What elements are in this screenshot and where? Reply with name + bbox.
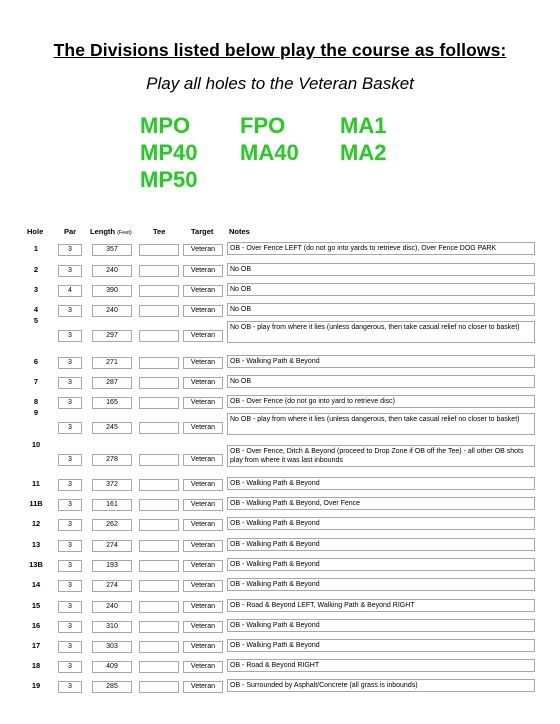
header-tee: Tee xyxy=(153,227,166,236)
tee-field[interactable] xyxy=(139,285,179,297)
par-field[interactable]: 3 xyxy=(58,519,82,531)
target-field[interactable]: Veteran xyxy=(183,265,223,277)
table-header xyxy=(20,224,540,240)
target-field[interactable]: Veteran xyxy=(183,621,223,633)
notes-field[interactable]: OB - Walking Path & Beyond xyxy=(227,517,535,530)
target-field[interactable]: Veteran xyxy=(183,641,223,653)
division-code: MA1 xyxy=(340,113,387,138)
length-field[interactable]: 193 xyxy=(92,560,132,572)
length-field[interactable]: 310 xyxy=(92,621,132,633)
tee-field[interactable] xyxy=(139,540,179,552)
header-length-label: Length xyxy=(90,227,115,236)
table-row xyxy=(20,440,540,470)
header-par: Par xyxy=(64,227,77,236)
header-notes: Notes xyxy=(229,227,250,236)
length-field[interactable]: 287 xyxy=(92,377,132,389)
tee-field[interactable] xyxy=(139,265,179,277)
header-target: Target xyxy=(191,227,214,236)
hole-number: 2 xyxy=(33,265,39,274)
notes-field[interactable]: OB - Road & Beyond LEFT, Walking Path & Beyond RIGHT xyxy=(227,599,535,612)
target-field[interactable]: Veteran xyxy=(183,560,223,572)
par-field[interactable]: 3 xyxy=(58,661,82,673)
table-row xyxy=(20,376,540,390)
notes-field[interactable]: OB - Over Fence LEFT (do not go into yards to retrieve disc), Over Fence DOG PARK xyxy=(227,242,535,255)
table-row xyxy=(20,660,540,674)
par-field[interactable]: 3 xyxy=(58,265,82,277)
notes-field[interactable]: OB - Walking Path & Beyond xyxy=(227,558,535,571)
tee-field[interactable] xyxy=(139,641,179,653)
target-field[interactable]: Veteran xyxy=(183,601,223,613)
notes-field[interactable]: OB - Walking Path & Beyond xyxy=(227,355,535,368)
tee-field[interactable] xyxy=(139,681,179,693)
length-field[interactable]: 274 xyxy=(92,580,132,592)
target-field[interactable]: Veteran xyxy=(183,244,223,256)
table-row xyxy=(20,640,540,654)
division-code: MA2 xyxy=(340,140,387,165)
table-row xyxy=(20,539,540,553)
notes-field[interactable]: No OB - play from where it lies (unless dangerous, then take casual relief no closer to basket) xyxy=(227,413,535,435)
header-hole: Hole xyxy=(27,227,44,236)
length-field[interactable]: 262 xyxy=(92,519,132,531)
table-row xyxy=(20,559,540,573)
target-field[interactable]: Veteran xyxy=(183,305,223,317)
tee-field[interactable] xyxy=(139,244,179,256)
hole-number: 5 xyxy=(33,316,39,325)
notes-field[interactable]: No OB - play from where it lies (unless dangerous, then take casual relief no closer to basket) xyxy=(227,321,535,343)
par-field[interactable]: 3 xyxy=(58,601,82,613)
notes-field[interactable]: No OB xyxy=(227,303,535,316)
length-field[interactable]: 372 xyxy=(92,479,132,491)
hole-number: 13B xyxy=(29,560,43,569)
tee-field[interactable] xyxy=(139,601,179,613)
notes-field[interactable]: OB - Road & Beyond RIGHT xyxy=(227,659,535,672)
table-row xyxy=(20,316,540,346)
length-field[interactable]: 161 xyxy=(92,499,132,511)
tee-field[interactable] xyxy=(139,397,179,409)
tee-field[interactable] xyxy=(139,560,179,572)
notes-field[interactable]: OB - Surrounded by Asphalt/Concrete (all grass is inbounds) xyxy=(227,679,535,692)
hole-number: 8 xyxy=(33,397,39,406)
page-headline: The Divisions listed below play the course as follows: xyxy=(53,40,507,60)
notes-field[interactable]: OB - Walking Path & Beyond xyxy=(227,538,535,551)
table-row xyxy=(20,304,540,318)
target-field[interactable]: Veteran xyxy=(183,454,223,466)
par-field[interactable]: 4 xyxy=(58,285,82,297)
table-row xyxy=(20,396,540,410)
tee-field[interactable] xyxy=(139,305,179,317)
target-field[interactable]: Veteran xyxy=(183,357,223,369)
header-length-unit: (Feet) xyxy=(117,230,132,236)
par-field[interactable]: 3 xyxy=(58,540,82,552)
par-field[interactable]: 3 xyxy=(58,244,82,256)
hole-number: 4 xyxy=(33,305,39,314)
length-field[interactable]: 240 xyxy=(92,305,132,317)
division-code: MP50 xyxy=(140,167,198,192)
page-subhead: Play all holes to the Veteran Basket xyxy=(146,74,414,93)
tee-field[interactable] xyxy=(139,580,179,592)
hole-number: 10 xyxy=(31,440,41,449)
notes-field[interactable]: OB - Over Fence (do not go into yard to retrieve disc) xyxy=(227,395,535,408)
length-field[interactable]: 297 xyxy=(92,330,132,342)
length-field[interactable]: 278 xyxy=(92,454,132,466)
par-field[interactable]: 3 xyxy=(58,305,82,317)
par-field[interactable]: 3 xyxy=(58,641,82,653)
notes-field[interactable]: OB - Walking Path & Beyond xyxy=(227,477,535,490)
length-field[interactable]: 274 xyxy=(92,540,132,552)
hole-number: 19 xyxy=(31,681,41,690)
tee-field[interactable] xyxy=(139,661,179,673)
par-field[interactable]: 3 xyxy=(58,422,82,434)
target-field[interactable]: Veteran xyxy=(183,479,223,491)
hole-number: 6 xyxy=(33,357,39,366)
tee-field[interactable] xyxy=(139,377,179,389)
tee-field[interactable] xyxy=(139,479,179,491)
hole-number: 16 xyxy=(31,621,41,630)
hole-number: 13 xyxy=(31,540,41,549)
division-list xyxy=(140,112,440,193)
notes-field[interactable]: OB - Walking Path & Beyond xyxy=(227,619,535,632)
notes-field[interactable]: OB - Walking Path & Beyond xyxy=(227,639,535,652)
par-field[interactable]: 3 xyxy=(58,681,82,693)
table-row xyxy=(20,680,540,694)
header-length xyxy=(90,227,132,236)
tee-field[interactable] xyxy=(139,621,179,633)
division-code: MPO xyxy=(140,113,191,138)
hole-number: 11 xyxy=(32,479,40,488)
par-field[interactable]: 3 xyxy=(58,454,82,466)
table-row xyxy=(20,478,540,492)
hole-number: 3 xyxy=(33,285,39,294)
target-field[interactable]: Veteran xyxy=(183,580,223,592)
length-field[interactable]: 409 xyxy=(92,661,132,673)
table-row xyxy=(20,408,540,438)
division-code: MP40 xyxy=(140,140,198,165)
par-field[interactable]: 3 xyxy=(58,580,82,592)
par-field[interactable]: 3 xyxy=(58,499,82,511)
par-field[interactable]: 3 xyxy=(58,479,82,491)
hole-number: 1 xyxy=(33,244,39,253)
hole-number: 12 xyxy=(31,519,41,528)
table-row xyxy=(20,518,540,532)
length-field[interactable]: 240 xyxy=(92,265,132,277)
tee-field[interactable] xyxy=(139,422,179,434)
target-field[interactable]: Veteran xyxy=(183,661,223,673)
tee-field[interactable] xyxy=(139,519,179,531)
par-field[interactable]: 3 xyxy=(58,560,82,572)
tee-field[interactable] xyxy=(139,357,179,369)
tee-field[interactable] xyxy=(139,330,179,342)
target-field[interactable]: Veteran xyxy=(183,330,223,342)
par-field[interactable]: 3 xyxy=(58,397,82,409)
division-code: MA40 xyxy=(240,140,299,165)
length-field[interactable]: 240 xyxy=(92,601,132,613)
hole-number: 18 xyxy=(31,661,41,670)
par-field[interactable]: 3 xyxy=(58,621,82,633)
notes-field[interactable]: OB - Walking Path & Beyond, Over Fence xyxy=(227,497,535,510)
table-row xyxy=(20,356,540,370)
tee-field[interactable] xyxy=(139,499,179,511)
table-row xyxy=(20,579,540,593)
hole-number: 7 xyxy=(33,377,39,386)
target-field[interactable]: Veteran xyxy=(183,499,223,511)
hole-number: 9 xyxy=(33,408,39,417)
target-field[interactable]: Veteran xyxy=(183,422,223,434)
table-row xyxy=(20,620,540,634)
target-field[interactable]: Veteran xyxy=(183,540,223,552)
course-table xyxy=(20,224,540,690)
hole-number: 11B xyxy=(29,499,43,508)
length-field[interactable]: 271 xyxy=(92,357,132,369)
hole-number: 15 xyxy=(31,601,41,610)
table-row xyxy=(20,284,540,298)
par-field[interactable]: 3 xyxy=(58,357,82,369)
par-field[interactable]: 3 xyxy=(58,330,82,342)
target-field[interactable]: Veteran xyxy=(183,377,223,389)
notes-field[interactable]: No OB xyxy=(227,283,535,296)
length-field[interactable]: 245 xyxy=(92,422,132,434)
length-field[interactable]: 165 xyxy=(92,397,132,409)
notes-field[interactable]: No OB xyxy=(227,263,535,276)
length-field[interactable]: 303 xyxy=(92,641,132,653)
notes-field[interactable]: No OB xyxy=(227,375,535,388)
hole-number: 17 xyxy=(31,641,41,650)
hole-number: 14 xyxy=(31,580,41,589)
target-field[interactable]: Veteran xyxy=(183,285,223,297)
par-field[interactable]: 3 xyxy=(58,377,82,389)
table-row xyxy=(20,243,540,257)
tee-field[interactable] xyxy=(139,454,179,466)
notes-field[interactable]: OB - Walking Path & Beyond xyxy=(227,578,535,591)
table-row xyxy=(20,600,540,614)
notes-field[interactable]: OB - Over Fence, Ditch & Beyond (proceed to Drop Zone if OB off the Tee) - all other OB shots play from where it was last inbounds xyxy=(227,445,535,467)
length-field[interactable]: 285 xyxy=(92,681,132,693)
target-field[interactable]: Veteran xyxy=(183,681,223,693)
division-code: FPO xyxy=(240,113,286,138)
target-field[interactable]: Veteran xyxy=(183,519,223,531)
target-field[interactable]: Veteran xyxy=(183,397,223,409)
table-row xyxy=(20,264,540,278)
length-field[interactable]: 357 xyxy=(92,244,132,256)
length-field[interactable]: 390 xyxy=(92,285,132,297)
table-row xyxy=(20,498,540,512)
